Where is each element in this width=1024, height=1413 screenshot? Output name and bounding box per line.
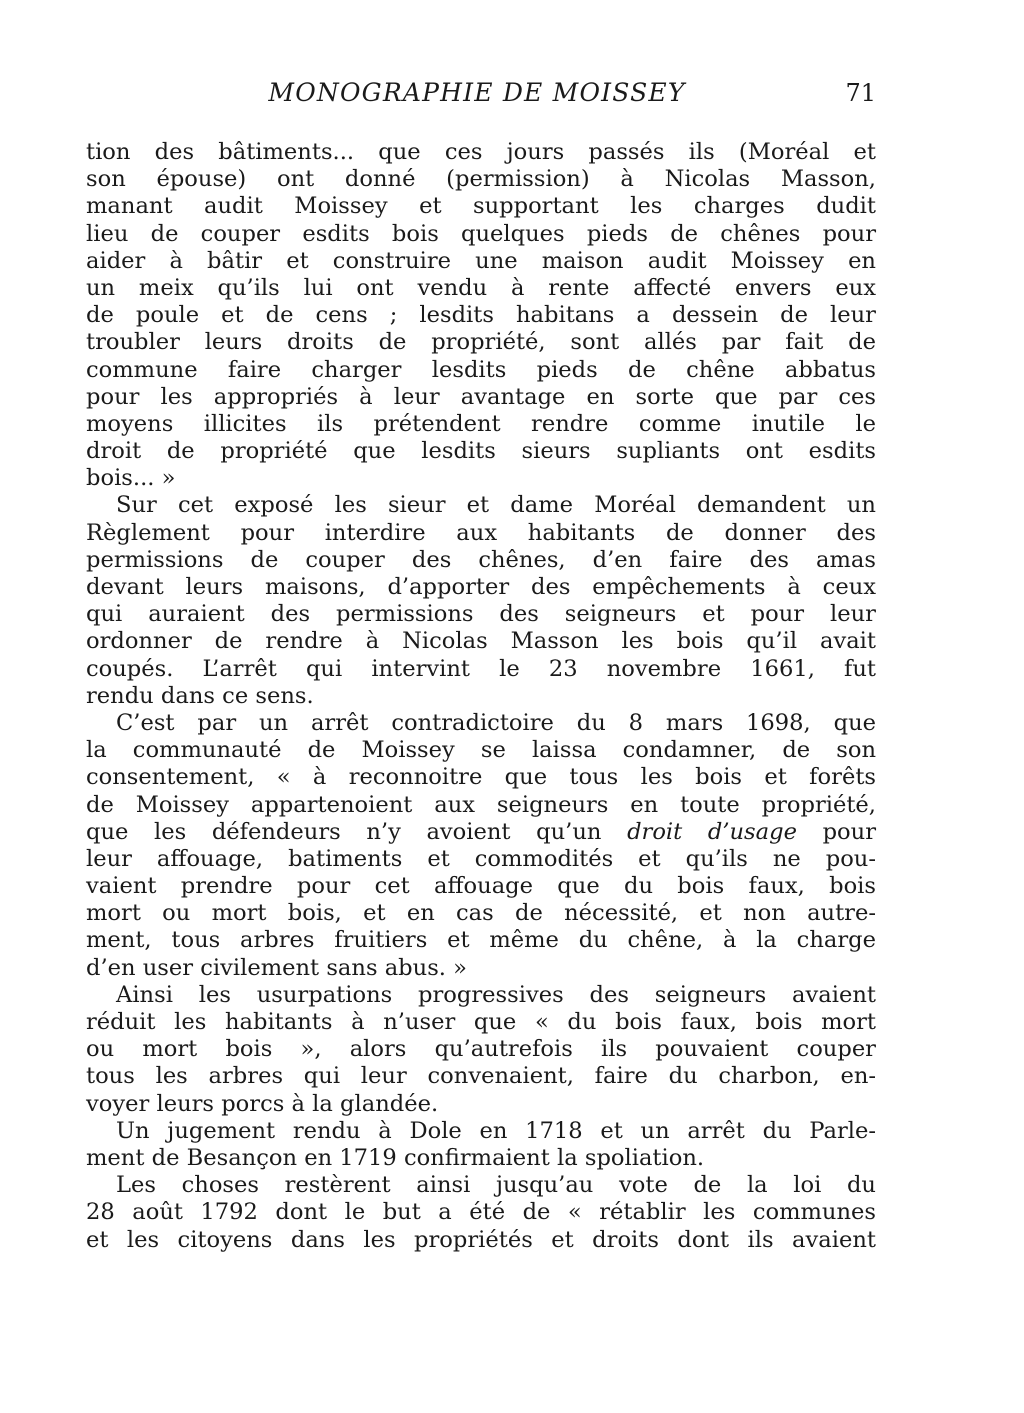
text-line: coupés. L’arrêt qui intervint le 23 novembre 1661, fut <box>86 655 876 682</box>
text-line: son épouse) ont donné (permission) à Nicolas Masson, <box>86 166 876 193</box>
text-line: ment, tous arbres fruitiers et même du chêne, à la charge <box>86 927 876 954</box>
text-line: devant leurs maisons, d’apporter des empêchements à ceux <box>86 574 876 600</box>
text-line: troubler leurs droits de propriété, sont allés par fait de <box>86 329 876 356</box>
text-line: droit de propriété que lesdits sieurs supliants ont esdits <box>86 438 876 465</box>
text-line: rendu dans ce sens. <box>86 682 314 709</box>
body-text <box>86 139 876 1254</box>
text-line: ou mort bois », alors qu’autrefois ils pouvaient couper <box>86 1036 876 1063</box>
text-line: Règlement pour interdire aux habitants de donner des <box>86 519 876 546</box>
text-line: réduit les habitants à n’user que « du bois faux, bois mort <box>86 1009 876 1035</box>
text-line: C’est par un arrêt contradictoire du 8 mars 1698, que <box>116 709 876 736</box>
text-line: Un jugement rendu à Dole en 1718 et un arrêt du Parle- <box>116 1117 876 1144</box>
text-line: ment de Besançon en 1719 confirmaient la spoliation. <box>86 1144 705 1171</box>
text-line: de Moissey appartenoient aux seigneurs en toute propriété, <box>86 791 876 818</box>
running-header <box>0 76 1024 110</box>
text-line: 28 août 1792 dont le but a été de « rétablir les communes <box>86 1199 876 1226</box>
text-line: voyer leurs porcs à la glandée. <box>86 1090 439 1117</box>
text-line: commune faire charger lesdits pieds de chêne abbatus <box>86 356 876 383</box>
text-line: aider à bâtir et construire une maison audit Moissey en <box>86 247 876 274</box>
text-line: mort ou mort bois, et en cas de nécessité, et non autre- <box>86 900 876 927</box>
text-line: Ainsi les usurpations progressives des seigneurs avaient <box>116 981 876 1008</box>
text-line: moyens illicites ils prétendent rendre comme inutile le <box>86 410 876 437</box>
text-line: lieu de couper esdits bois quelques pieds de chênes pour <box>86 220 876 247</box>
text-line: et les citoyens dans les propriétés et droits dont ils avaient <box>86 1226 876 1253</box>
text-line: la communauté de Moissey se laissa condamner, de son <box>86 737 876 764</box>
text-line: bois... » <box>86 465 176 492</box>
italic-phrase: droit d’usage <box>627 818 797 845</box>
text-line: pour les appropriés à leur avantage en sorte que par ces <box>86 383 876 410</box>
text-line: ordonner de rendre à Nicolas Masson les bois qu’il avait <box>86 628 876 655</box>
text-line: Sur cet exposé les sieur et dame Moréal demandent un <box>116 492 876 519</box>
text-line: tous les arbres qui leur convenaient, faire du charbon, en- <box>86 1063 876 1090</box>
text-line: que les défendeurs n’y avoient qu’un droit d’usage pour <box>86 818 876 845</box>
text-line: un meix qu’ils lui ont vendu à rente affecté envers eux <box>86 274 876 301</box>
text-line: leur affouage, batiments et commodités et qu’ils ne pou- <box>86 845 876 872</box>
text-line: consentement, « à reconnoitre que tous les bois et forêts <box>86 764 876 791</box>
text-line: permissions de couper des chênes, d’en faire des amas <box>86 546 876 573</box>
text-line: Les choses restèrent ainsi jusqu’au vote de la loi du <box>116 1172 876 1199</box>
text-line: d’en user civilement sans abus. » <box>86 954 467 981</box>
text-line: manant audit Moissey et supportant les charges dudit <box>86 193 876 220</box>
running-title: MONOGRAPHIE DE MOISSEY <box>268 78 686 107</box>
text-line: vaient prendre pour cet affouage que du bois faux, bois <box>86 873 876 900</box>
text-line: de poule et de cens ; lesdits habitans a dessein de leur <box>86 302 876 329</box>
page-number: 71 <box>845 79 876 107</box>
text-line: qui auraient des permissions des seigneurs et pour leur <box>86 601 876 628</box>
text-line: tion des bâtiments... que ces jours passés ils (Moréal et <box>86 139 876 165</box>
